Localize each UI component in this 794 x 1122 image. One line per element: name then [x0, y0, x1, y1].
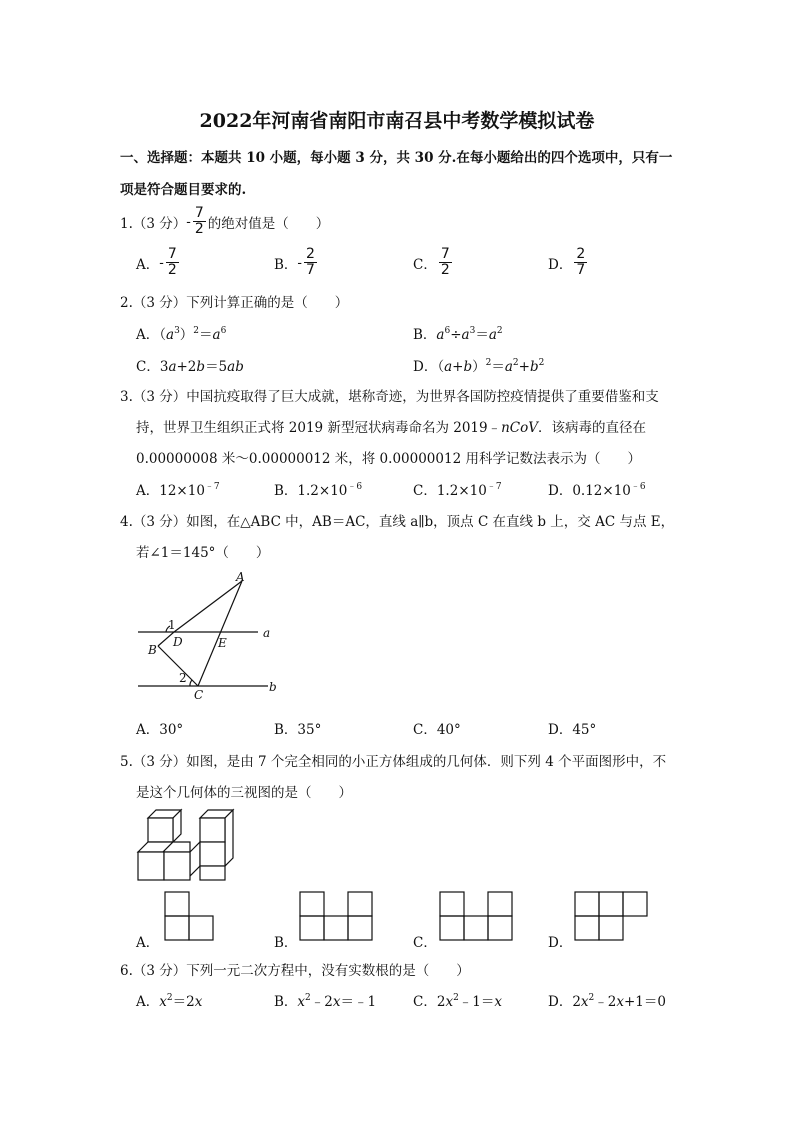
label-angle-1: 1	[168, 618, 176, 632]
option-label: C．	[413, 994, 437, 1010]
angle-2-arc	[190, 680, 192, 686]
question-4-line1: 4.（3 分）如图，在△ABC 中，AB＝AC，直线 a∥b，顶点 C 在直线 b 上，交 AC 与点 E，	[120, 514, 675, 530]
q1-option-c[interactable]	[413, 247, 454, 278]
q5-option-c-label[interactable]: C．	[413, 935, 437, 951]
q5-option-d-label[interactable]: D．	[548, 935, 573, 951]
label-line-b: b	[269, 680, 277, 694]
question-3-line2	[136, 416, 646, 436]
option-label: B．	[274, 256, 298, 273]
option-label: A．	[136, 994, 160, 1010]
q3-text: 持，世界卫生组织正式将 2019 新型冠状病毒命名为 2019﹣	[136, 420, 502, 436]
label-b-vertex: B	[148, 643, 157, 657]
label-angle-2: 2	[179, 671, 187, 685]
q4-option-c[interactable]: C．40°	[413, 722, 461, 738]
question-5-line1: 5.（3 分）如图，是由 7 个完全相同的小正方体组成的几何体．则下列 4 个平面图形中，不	[120, 754, 667, 770]
option-formula: $x^2=2x$	[159, 993, 203, 1010]
triangle-parallel-lines-figure	[130, 568, 290, 703]
option-label: C．	[136, 359, 160, 375]
question-1-prefix: 1.（3 分）	[120, 215, 187, 232]
option-label: D．	[548, 256, 573, 273]
question-1-suffix: 的绝对值是（ ）	[207, 215, 330, 232]
label-e: E	[218, 636, 227, 650]
option-formula: $2x^2﹣2x+1=0$	[572, 993, 666, 1010]
fraction-denominator: 2	[167, 262, 177, 278]
q3-option-a[interactable]	[136, 479, 220, 499]
option-fraction	[439, 247, 452, 278]
fraction-numerator: 7	[194, 205, 204, 221]
fraction-numerator: 2	[305, 246, 315, 262]
q4-option-d[interactable]: D．45°	[548, 722, 597, 738]
q3-option-c[interactable]	[413, 479, 502, 499]
q2-option-a[interactable]	[136, 323, 226, 343]
q3-text: ．该病毒的直径在	[538, 420, 646, 436]
option-formula: $a^6\div a^3=a^2$	[436, 326, 503, 343]
fraction-denominator: 7	[576, 262, 586, 278]
option-label: D．	[548, 483, 573, 499]
q1-option-d[interactable]	[548, 247, 589, 278]
q6-option-a[interactable]	[136, 990, 202, 1010]
question-3-line1: 3.（3 分）中国抗疫取得了巨大成就，堪称奇迹，为世界各国防控疫情提供了重要借鉴和支	[120, 389, 659, 405]
option-sign: -	[297, 254, 302, 271]
question-2: 2.（3 分）下列计算正确的是（ ）	[120, 295, 349, 311]
option-formula: $(a+b)^2=a^2+b^2$	[437, 358, 545, 375]
option-label: A．	[136, 327, 160, 343]
q2-option-c[interactable]	[136, 355, 244, 375]
q5-option-c-figure[interactable]	[439, 891, 513, 943]
option-exponent: ﹣7	[204, 482, 220, 492]
option-formula: 3a+2b＝5ab	[159, 359, 244, 375]
option-label: D．	[413, 359, 438, 375]
q6-option-b[interactable]	[274, 990, 376, 1010]
option-label: B．	[413, 327, 437, 343]
option-exponent: ﹣6	[630, 482, 646, 492]
option-fraction	[304, 247, 317, 278]
q2-option-b[interactable]	[413, 323, 503, 343]
question-6: 6.（3 分）下列一元二次方程中，没有实数根的是（ ）	[120, 963, 470, 979]
q3-option-b[interactable]	[274, 479, 362, 499]
q6-option-c[interactable]	[413, 990, 502, 1010]
q2-option-d[interactable]	[413, 355, 544, 375]
question-1-fraction	[193, 206, 206, 237]
option-exponent: ﹣7	[486, 482, 502, 492]
page-title: 2022年河南省南阳市南召县中考数学模拟试卷	[199, 110, 595, 132]
fraction-denominator: 7	[305, 262, 315, 278]
q5-option-a-figure[interactable]	[164, 891, 214, 943]
label-line-a: a	[263, 626, 271, 640]
option-label: A．	[136, 483, 160, 499]
question-5-line2: 是这个几何体的三视图的是（ ）	[136, 785, 352, 801]
label-a-vertex: A	[236, 570, 245, 584]
option-label: C．	[413, 256, 437, 273]
q1-option-a[interactable]	[136, 247, 181, 278]
q5-option-d-figure[interactable]	[574, 891, 648, 943]
question-1	[120, 206, 329, 237]
option-formula: $x^2﹣2x=﹣1$	[297, 993, 377, 1010]
segment-db	[158, 632, 174, 646]
question-3-line3: 0.00000008 米～0.00000012 米，将 0.00000012 用科学记数法表示为（ ）	[136, 451, 641, 467]
option-label: A．	[136, 256, 160, 273]
q3-option-d[interactable]	[548, 479, 646, 499]
q4-option-a[interactable]: A．30°	[136, 722, 184, 738]
q3-variable: nCoV	[501, 420, 538, 436]
fraction-denominator: 2	[440, 262, 450, 278]
option-base: 1.2×10	[297, 483, 348, 499]
option-exponent: ﹣6	[347, 482, 363, 492]
question-1-neg: -	[186, 213, 191, 230]
fraction-numerator: 7	[167, 246, 177, 262]
q1-option-b[interactable]	[274, 247, 319, 278]
option-base: 0.12×10	[572, 483, 631, 499]
option-base: 12×10	[159, 483, 205, 499]
fraction-numerator: 7	[440, 246, 450, 262]
q4-option-b[interactable]: B．35°	[274, 722, 322, 738]
cube-solid-figure	[134, 806, 239, 886]
option-fraction	[166, 247, 179, 278]
fraction-denominator: 2	[194, 221, 204, 237]
q6-option-d[interactable]	[548, 990, 666, 1010]
option-label: C．	[413, 483, 437, 499]
section-header-line1: 一、选择题：本题共 10 小题，每小题 3 分，共 30 分.在每小题给出的四个选项中，只有一	[120, 150, 673, 166]
option-label: B．	[274, 483, 298, 499]
q5-option-b-figure[interactable]	[299, 891, 373, 943]
label-c-vertex: C	[194, 688, 204, 702]
label-d: D	[173, 635, 183, 649]
section-header-line2: 项是符合题目要求的.	[120, 182, 247, 198]
option-sign: -	[159, 254, 164, 271]
option-base: 1.2×10	[436, 483, 487, 499]
option-label: B．	[274, 994, 298, 1010]
option-formula: $(a^3)^2=a^6$	[159, 326, 227, 343]
option-formula: $2x^2﹣1=x$	[436, 993, 503, 1010]
option-label: D．	[548, 994, 573, 1010]
question-4-line2: 若∠1＝145°（ ）	[136, 545, 270, 561]
q5-option-b-label[interactable]: B．	[274, 935, 298, 951]
q5-option-a-label[interactable]: A．	[136, 935, 160, 951]
option-fraction	[574, 247, 587, 278]
fraction-numerator: 2	[576, 246, 586, 262]
